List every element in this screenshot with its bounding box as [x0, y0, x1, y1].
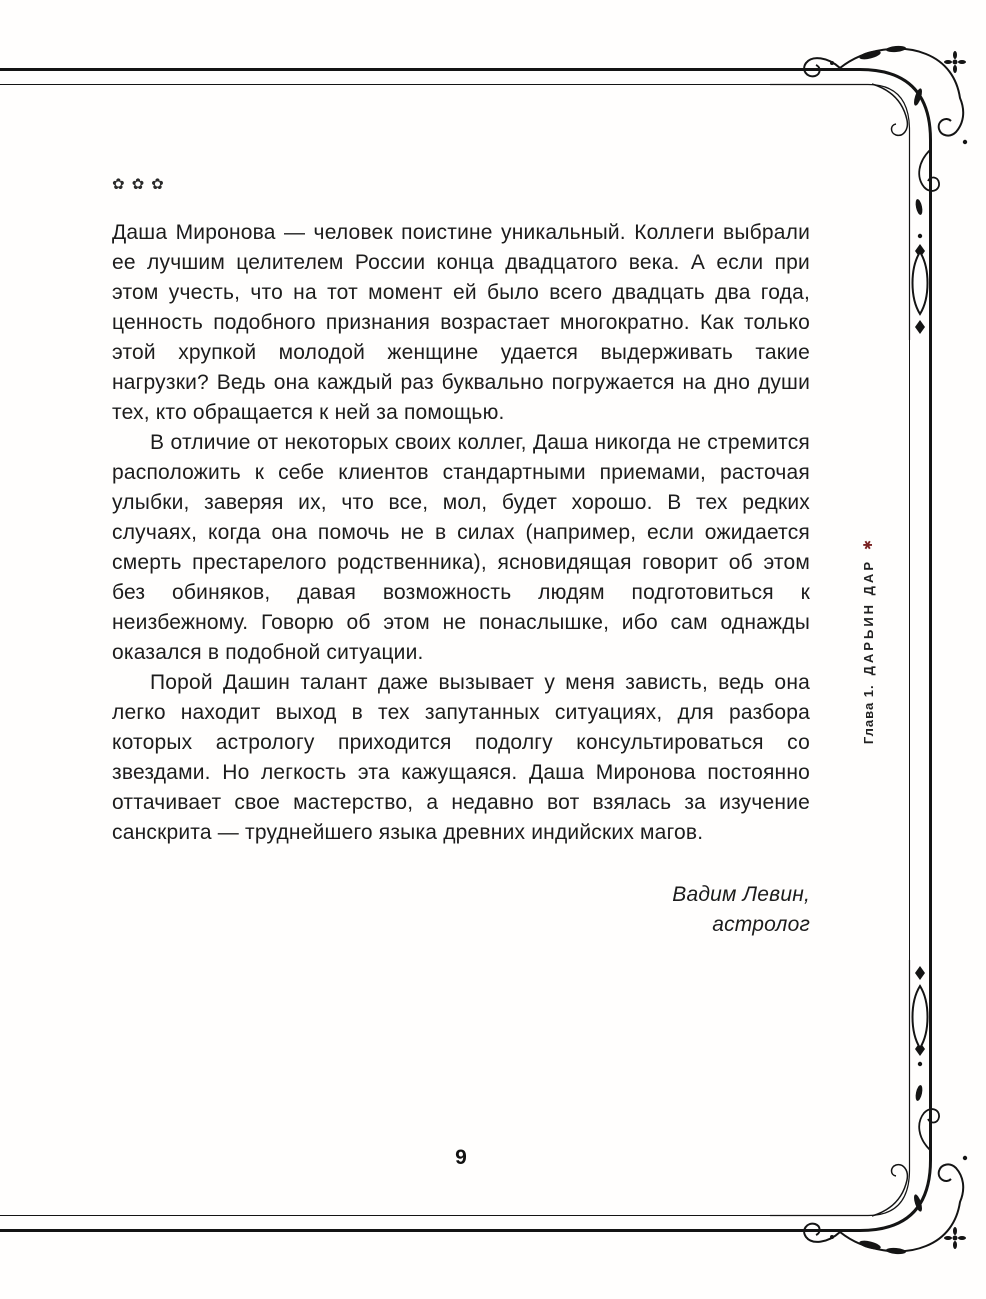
chapter-sidebar-label — [858, 537, 878, 747]
chapter-number: Глава 1. — [860, 684, 876, 745]
frame-top-outer-rule — [0, 68, 790, 71]
signature-block — [112, 880, 810, 940]
paragraph: Порой Дашин талант даже вызывает у меня зависть, ведь она легко находит выход в тех запутанных ситуациях, для разбора которых астрологу приходится подолгу консультироваться со звездами. Но легкость эта кажущаяся. Даша Миронова постоянно оттачивает свое мастерство, а недавно вот взялась за изучение санскрита — труднейшего языка древних индийских магов. — [112, 671, 810, 844]
section-flourish-icon: ✿✿✿ — [112, 176, 171, 193]
paragraph: В отличие от некоторых своих коллег, Даша никогда не стремится расположить к себе клиентов стандартными приемами, расточая улыбки, заверяя их, что все, мол, будет хорошо. В тех редких случаях, когда она помочь не в силах (например, если ожидается смерть престарелого родственника), ясновидящая говорит об этом без обиняков, давая возможность людям подготовиться к неизбежному. Говорю об этом не понаслышке, ибо сам однажды оказался в подобной ситуации. — [112, 431, 810, 664]
paragraph: Даша Миронова — человек поистине уникальный. Коллеги выбрали ее лучшим целителем России конца двадцатого века. А если при этом учесть, что на тот момент ей было всего двадцать два года, ценность подобного признания возрастает многократно. Как только этой хрупкой молодой женщине удается выдерживать такие нагрузки? Ведь она каждый раз буквально погружается на дно души тех, кто обращается к ней за помощью. — [112, 221, 810, 424]
frame-right-outer-rule — [929, 336, 932, 964]
signature-role: астролог — [712, 913, 810, 936]
page-number: 9 — [455, 1146, 467, 1169]
frame-bottom-outer-rule — [0, 1229, 790, 1232]
frame-right-inner-rule — [909, 336, 910, 964]
signature-name: Вадим Левин, — [672, 883, 810, 906]
frame-bottom-inner-rule — [0, 1215, 790, 1216]
corner-flourish-bottom-icon — [770, 960, 986, 1260]
chapter-star-icon: ✱ — [861, 539, 875, 551]
chapter-title: ДАРЬИН ДАР — [860, 559, 876, 676]
frame-top-inner-rule — [0, 84, 790, 85]
text-column — [112, 170, 810, 940]
